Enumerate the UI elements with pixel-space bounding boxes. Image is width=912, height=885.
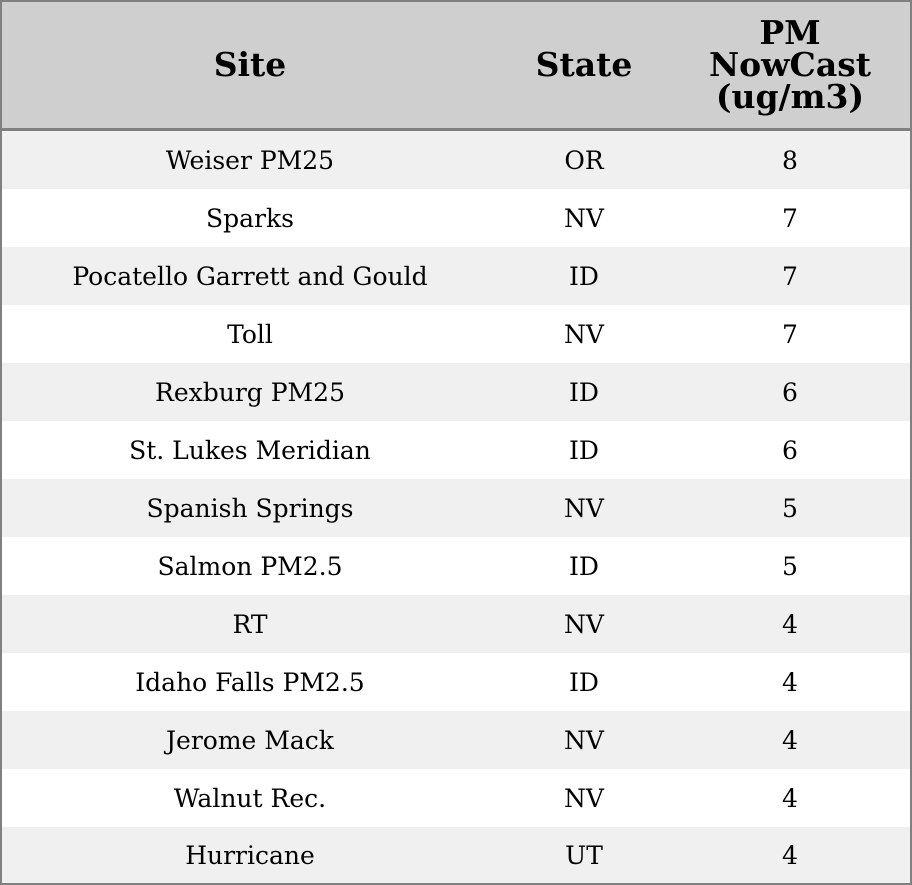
table-row (2, 711, 910, 769)
cell-pm-nowcast: 6 (670, 363, 910, 421)
cell-state: NV (498, 769, 670, 827)
table-row (2, 130, 910, 190)
header-pm-line-1: PM (759, 13, 821, 52)
cell-state: ID (498, 537, 670, 595)
table-row (2, 305, 910, 363)
cell-pm-nowcast: 4 (670, 827, 910, 883)
cell-pm-nowcast: 7 (670, 305, 910, 363)
pm-nowcast-table (2, 2, 910, 883)
table-row (2, 479, 910, 537)
cell-state: ID (498, 421, 670, 479)
header-site-label: Site (213, 45, 287, 84)
header-state (498, 2, 670, 130)
table-row (2, 189, 910, 247)
cell-pm-nowcast: 5 (670, 537, 910, 595)
cell-pm-nowcast: 4 (670, 653, 910, 711)
cell-pm-nowcast: 5 (670, 479, 910, 537)
table-row (2, 537, 910, 595)
cell-state: NV (498, 305, 670, 363)
cell-site: Hurricane (2, 827, 498, 883)
cell-site: St. Lukes Meridian (2, 421, 498, 479)
table-row (2, 247, 910, 305)
cell-pm-nowcast: 4 (670, 711, 910, 769)
table-row (2, 595, 910, 653)
cell-site: Weiser PM25 (2, 130, 498, 190)
table-row (2, 363, 910, 421)
header-pm-line-3: (ug/m3) (715, 77, 865, 116)
cell-site: Toll (2, 305, 498, 363)
cell-pm-nowcast: 7 (670, 189, 910, 247)
cell-site: RT (2, 595, 498, 653)
table-row (2, 653, 910, 711)
header-pm-line-2: NowCast (708, 45, 872, 84)
table-row (2, 421, 910, 479)
cell-pm-nowcast: 6 (670, 421, 910, 479)
cell-site: Spanish Springs (2, 479, 498, 537)
table-header (2, 2, 910, 130)
cell-site: Rexburg PM25 (2, 363, 498, 421)
cell-state: OR (498, 130, 670, 190)
table-row (2, 827, 910, 883)
cell-site: Walnut Rec. (2, 769, 498, 827)
cell-state: ID (498, 363, 670, 421)
cell-site: Pocatello Garrett and Gould (2, 247, 498, 305)
header-row (2, 2, 910, 130)
cell-state: UT (498, 827, 670, 883)
cell-state: ID (498, 653, 670, 711)
cell-pm-nowcast: 8 (670, 130, 910, 190)
header-pm-nowcast (670, 2, 910, 130)
header-site (2, 2, 498, 130)
cell-state: NV (498, 711, 670, 769)
cell-state: NV (498, 595, 670, 653)
cell-site: Idaho Falls PM2.5 (2, 653, 498, 711)
table-row (2, 769, 910, 827)
cell-pm-nowcast: 4 (670, 769, 910, 827)
table-body (2, 130, 910, 884)
cell-state: NV (498, 189, 670, 247)
cell-pm-nowcast: 7 (670, 247, 910, 305)
cell-state: NV (498, 479, 670, 537)
cell-site: Sparks (2, 189, 498, 247)
cell-state: ID (498, 247, 670, 305)
cell-site: Salmon PM2.5 (2, 537, 498, 595)
cell-pm-nowcast: 4 (670, 595, 910, 653)
cell-site: Jerome Mack (2, 711, 498, 769)
header-state-label: State (535, 45, 633, 84)
